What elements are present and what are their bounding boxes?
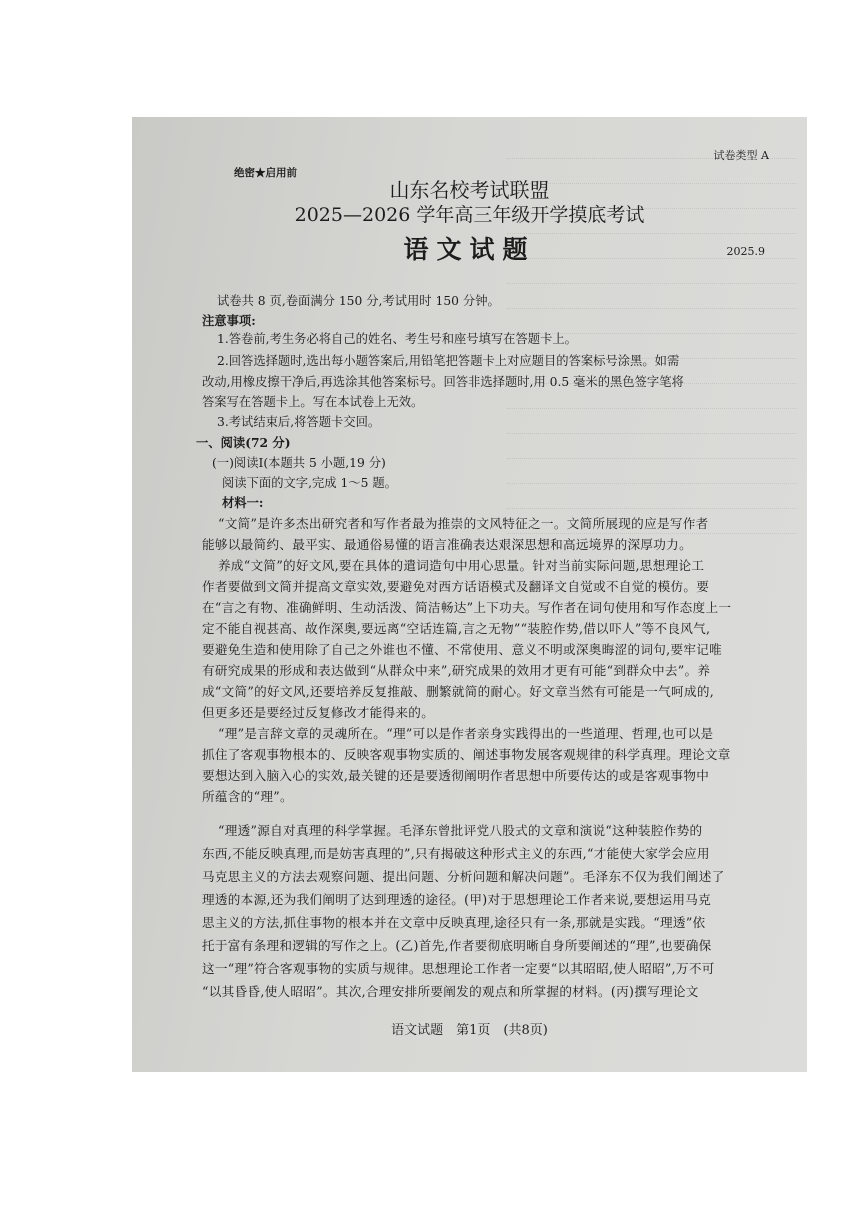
section-title: 一、阅读(72 分) xyxy=(196,435,291,450)
passage-line: 理透的本源,还为我们阐明了达到理透的途径。(甲)对于思想理论工作者来说,要想运用马克 xyxy=(202,892,711,907)
passage-line: 在“言之有物、准确鲜明、生动活泼、简洁畅达”上下功夫。写作者在词句使用和写作态度上一 xyxy=(202,600,732,615)
passage-line: “理”是言辞文章的灵魂所在。“理”可以是作者亲身实践得出的一些道理、哲理,也可以是 xyxy=(218,726,714,741)
passage-line: 成“文简”的好文风,还要培养反复推敲、删繁就简的耐心。好文章当然有可能是一气呵成的, xyxy=(202,684,715,699)
passage-line: “文简”是许多杰出研究者和写作者最为推崇的文风特征之一。文简所展现的应是写作者 xyxy=(218,516,709,531)
exam-summary: 试卷共 8 页,卷面满分 150 分,考试用时 150 分钟。 xyxy=(217,294,500,308)
union-title: 山东名校考试联盟 xyxy=(389,178,550,202)
passage-line: 抓住了客观事物根本的、反映客观事物实质的、阐述事物发展客观规律的科学真理。理论文章 xyxy=(202,747,731,762)
passage-line: 能够以最简约、最平实、最通俗易懂的语言准确表达艰深思想和高远境界的深厚功力。 xyxy=(202,537,692,552)
notice-title: 注意事项: xyxy=(202,313,256,328)
page-footer: 语文试题 第1页 (共8页) xyxy=(391,1023,548,1038)
passage-line: 东西,不能反映真理,而是妨害真理的”,只有揭破这种形式主义的东西,“才能使大家学会应用 xyxy=(202,846,710,861)
secret-label: 绝密★启用前 xyxy=(234,167,297,179)
passage-line: 要避免生造和使用除了自己之外谁也不懂、不常使用、意义不明或深奥晦涩的词句,要牢记唯 xyxy=(202,642,723,657)
notice-line: 答案写在答题卡上。写在本试卷上无效。 xyxy=(202,395,424,409)
passage-line: 但更多还是要经过反复修改才能得来的。 xyxy=(202,705,435,720)
paper-type: 试卷类型 A xyxy=(713,149,769,162)
passage-line: 托于富有条理和逻辑的写作之上。(乙)首先,作者要彻底明晰自身所要阐述的“理”,也要确保 xyxy=(202,938,712,953)
passage-line: 所蕴含的“理”。 xyxy=(202,789,293,804)
passage-line: “以其昏昏,使人昭昭”。其次,合理安排所要阐发的观点和所掌握的材料。(丙)撰写理论文 xyxy=(202,984,699,999)
exam-paper xyxy=(132,117,807,1072)
notice-line: 2.回答选择题时,选出每小题答案后,用铅笔把答题卡上对应题目的答案标号涂黑。如需 xyxy=(217,354,680,368)
notice-line: 3.考试结束后,将答题卡交回。 xyxy=(217,415,381,429)
subsection-title: (一)阅读Ⅰ(本题共 5 小题,19 分) xyxy=(212,456,386,470)
exam-date: 2025.9 xyxy=(726,245,765,258)
material-label: 材料一: xyxy=(222,495,264,510)
passage-line: 作者要做到文简并提高文章实效,要避免对西方话语模式及翻译文自觉或不自觉的模仿。要 xyxy=(202,579,710,594)
passage-line: 定不能自视甚高、故作深奥,要远离“空话连篇,言之无物”“装腔作势,借以吓人”等不良风气, xyxy=(202,621,711,636)
instruction: 阅读下面的文字,完成 1～5 题。 xyxy=(222,476,397,490)
passage-line: “理透”源自对真理的科学掌握。毛泽东曾批评党八股式的文章和演说“这种装腔作势的 xyxy=(218,823,703,838)
passage-line: 马克思主义的方法去观察问题、提出问题、分析问题和解决问题”。毛泽东不仅为我们阐述了 xyxy=(202,869,725,884)
exam-title: 2025—2026 学年高三年级开学摸底考试 xyxy=(294,204,645,226)
passage-line: 这一“理”符合客观事物的实质与规律。思想理论工作者一定要“以其昭昭,使人昭昭”,万不可 xyxy=(202,961,715,976)
passage-line: 有研究成果的形成和表达做到“从群众中来”,研究成果的效用才更有可能“到群众中去”。养 xyxy=(202,663,711,678)
subject-title: 语文试题 xyxy=(403,235,536,264)
notice-line: 改动,用橡皮擦干净后,再选涂其他答案标号。回答非选择题时,用 0.5 毫米的黑色签字笔将 xyxy=(202,375,684,389)
passage-line: 要想达到入脑入心的实效,最关键的还是要透彻阐明作者思想中所要传达的或是客观事物中 xyxy=(202,768,710,783)
passage-line: 养成“文简”的好文风,要在具体的遣词造句中用心思量。针对当前实际问题,思想理论工 xyxy=(218,558,705,573)
notice-line: 1.答卷前,考生务必将自己的姓名、考生号和座号填写在答题卡上。 xyxy=(217,332,577,346)
passage-line: 思主义的方法,抓住事物的根本并在文章中反映真理,途径只有一条,那就是实践。“理透”依 xyxy=(202,915,706,930)
